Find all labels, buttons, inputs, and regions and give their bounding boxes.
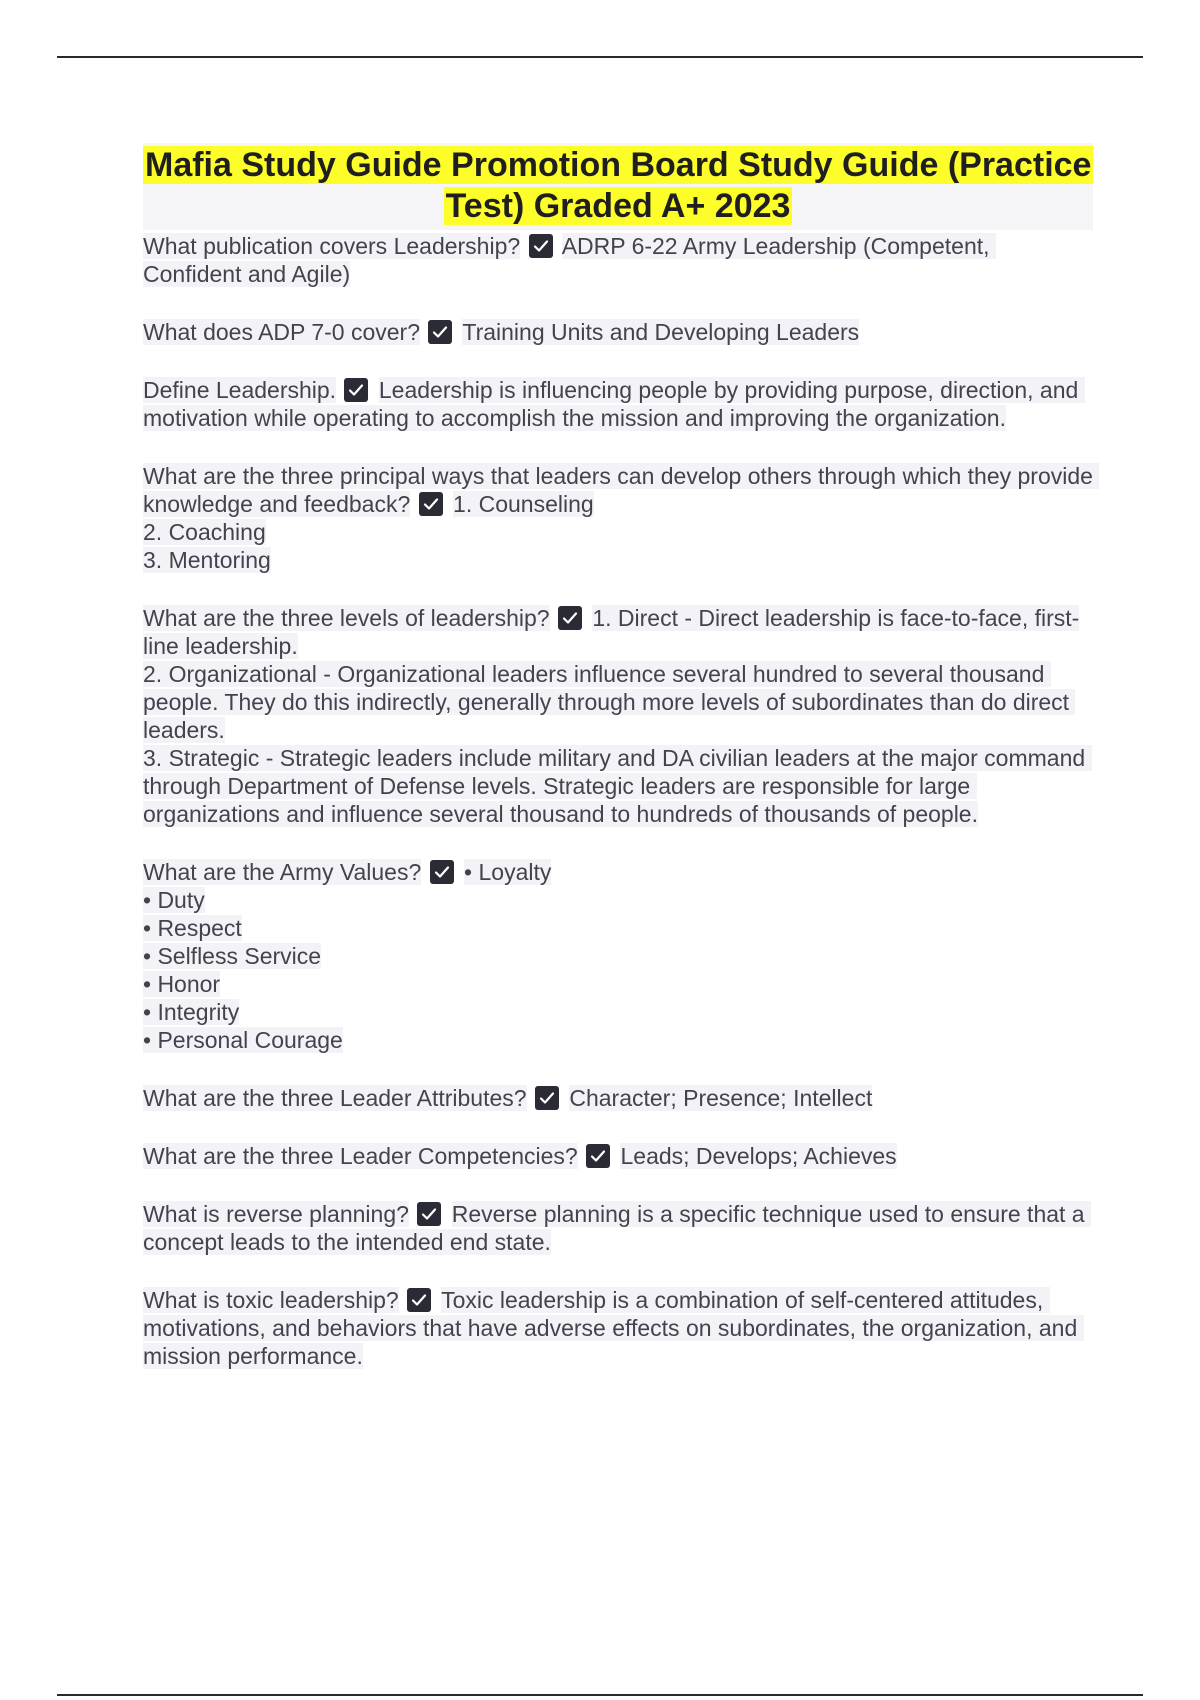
question-text: What is reverse planning?: [143, 1201, 409, 1227]
answer-text: • Honor: [143, 971, 221, 997]
answer-text: 1. Direct - Direct leadership is face-to-face, first-line leadership.: [143, 605, 1080, 659]
qa-first-line: [143, 232, 1093, 288]
qa-first-line: [143, 858, 1093, 886]
answer-line: [143, 518, 1093, 546]
qa-list: [143, 232, 1100, 1370]
answer-line: [143, 1026, 1093, 1054]
question-text: What are the three principal ways that leaders can develop others through which they provide knowledge and feedback?: [143, 463, 1100, 517]
checkmark-icon: [558, 606, 582, 630]
answer-text: 3. Strategic - Strategic leaders include military and DA civilian leaders at the major command through Department of Defense levels. Strategic leaders are responsible for large organizations and influence several thousand to hundreds of thousands of people.: [143, 745, 1092, 827]
qa-item: [143, 232, 1093, 288]
question-text: What are the Army Values?: [143, 859, 422, 885]
answer-text: 2. Coaching: [143, 519, 266, 545]
answer-line: [143, 744, 1093, 828]
checkmark-icon: [428, 320, 452, 344]
question-text: What publication covers Leadership?: [143, 233, 521, 259]
qa-first-line: [143, 318, 1093, 346]
answer-text: Training Units and Developing Leaders: [462, 319, 860, 345]
question-text: Define Leadership.: [143, 377, 337, 403]
answer-text: • Respect: [143, 915, 242, 941]
checkmark-icon: [344, 378, 368, 402]
title-block: [143, 143, 1093, 230]
answer-text: Toxic leadership is a combination of self-centered attitudes, motivations, and behaviors that have adverse effects on subordinates, the organization, and mission performance.: [143, 1287, 1084, 1369]
answer-line: [143, 546, 1093, 574]
answer-text: ADRP 6-22 Army Leadership (Competent, Confident and Agile): [143, 233, 996, 287]
answer-text: • Selfless Service: [143, 943, 322, 969]
bottom-rule: [57, 1694, 1143, 1696]
question-text: What are the three levels of leadership?: [143, 605, 550, 631]
qa-item: [143, 604, 1093, 828]
question-text: What is toxic leadership?: [143, 1287, 399, 1313]
answer-text: • Personal Courage: [143, 1027, 343, 1053]
qa-item: [143, 858, 1093, 1054]
document-body: [143, 143, 1100, 1400]
answer-text: Leadership is influencing people by providing purpose, direction, and motivation while operating to accomplish the mission and improving the organization.: [143, 377, 1085, 431]
question-text: What are the three Leader Competencies?: [143, 1143, 578, 1169]
top-rule: [57, 56, 1143, 58]
answer-text: 3. Mentoring: [143, 547, 271, 573]
checkmark-icon: [419, 492, 443, 516]
answer-line: [143, 660, 1093, 744]
checkmark-icon: [407, 1288, 431, 1312]
qa-first-line: [143, 1286, 1093, 1370]
question-text: What are the three Leader Attributes?: [143, 1085, 527, 1111]
qa-first-line: [143, 604, 1093, 660]
qa-item: [143, 1286, 1093, 1370]
checkmark-icon: [586, 1144, 610, 1168]
checkmark-icon: [417, 1202, 441, 1226]
answer-text: 1. Counseling: [453, 491, 594, 517]
answer-text: • Integrity: [143, 999, 240, 1025]
qa-first-line: [143, 462, 1100, 518]
qa-first-line: [143, 1200, 1093, 1256]
answer-text: Reverse planning is a specific technique used to ensure that a concept leads to the intended end state.: [143, 1201, 1091, 1255]
qa-item: [143, 318, 1093, 346]
answer-text: Leads; Develops; Achieves: [620, 1143, 897, 1169]
qa-first-line: [143, 376, 1093, 432]
answer-text: • Duty: [143, 887, 205, 913]
question-text: What does ADP 7-0 cover?: [143, 319, 420, 345]
qa-item: [143, 1142, 1093, 1170]
answer-line: [143, 998, 1093, 1026]
qa-first-line: [143, 1084, 1093, 1112]
answer-line: [143, 970, 1093, 998]
answer-line: [143, 914, 1093, 942]
answer-line: [143, 886, 1093, 914]
answer-text: Character; Presence; Intellect: [569, 1085, 873, 1111]
answer-line: [143, 942, 1093, 970]
answer-text: • Loyalty: [464, 859, 552, 885]
checkmark-icon: [529, 234, 553, 258]
answer-text: 2. Organizational - Organizational leaders influence several hundred to several thousand people. They do this indirectly, generally through more levels of subordinates than do direct leaders.: [143, 661, 1076, 743]
checkmark-icon: [430, 860, 454, 884]
qa-first-line: [143, 1142, 1093, 1170]
document-title: Mafia Study Guide Promotion Board Study Guide (Practice Test) Graded A+ 2023: [145, 146, 1092, 225]
qa-item: [143, 376, 1093, 432]
qa-item: [143, 1084, 1093, 1112]
qa-item: [143, 1200, 1093, 1256]
qa-item: [143, 462, 1100, 574]
checkmark-icon: [535, 1086, 559, 1110]
